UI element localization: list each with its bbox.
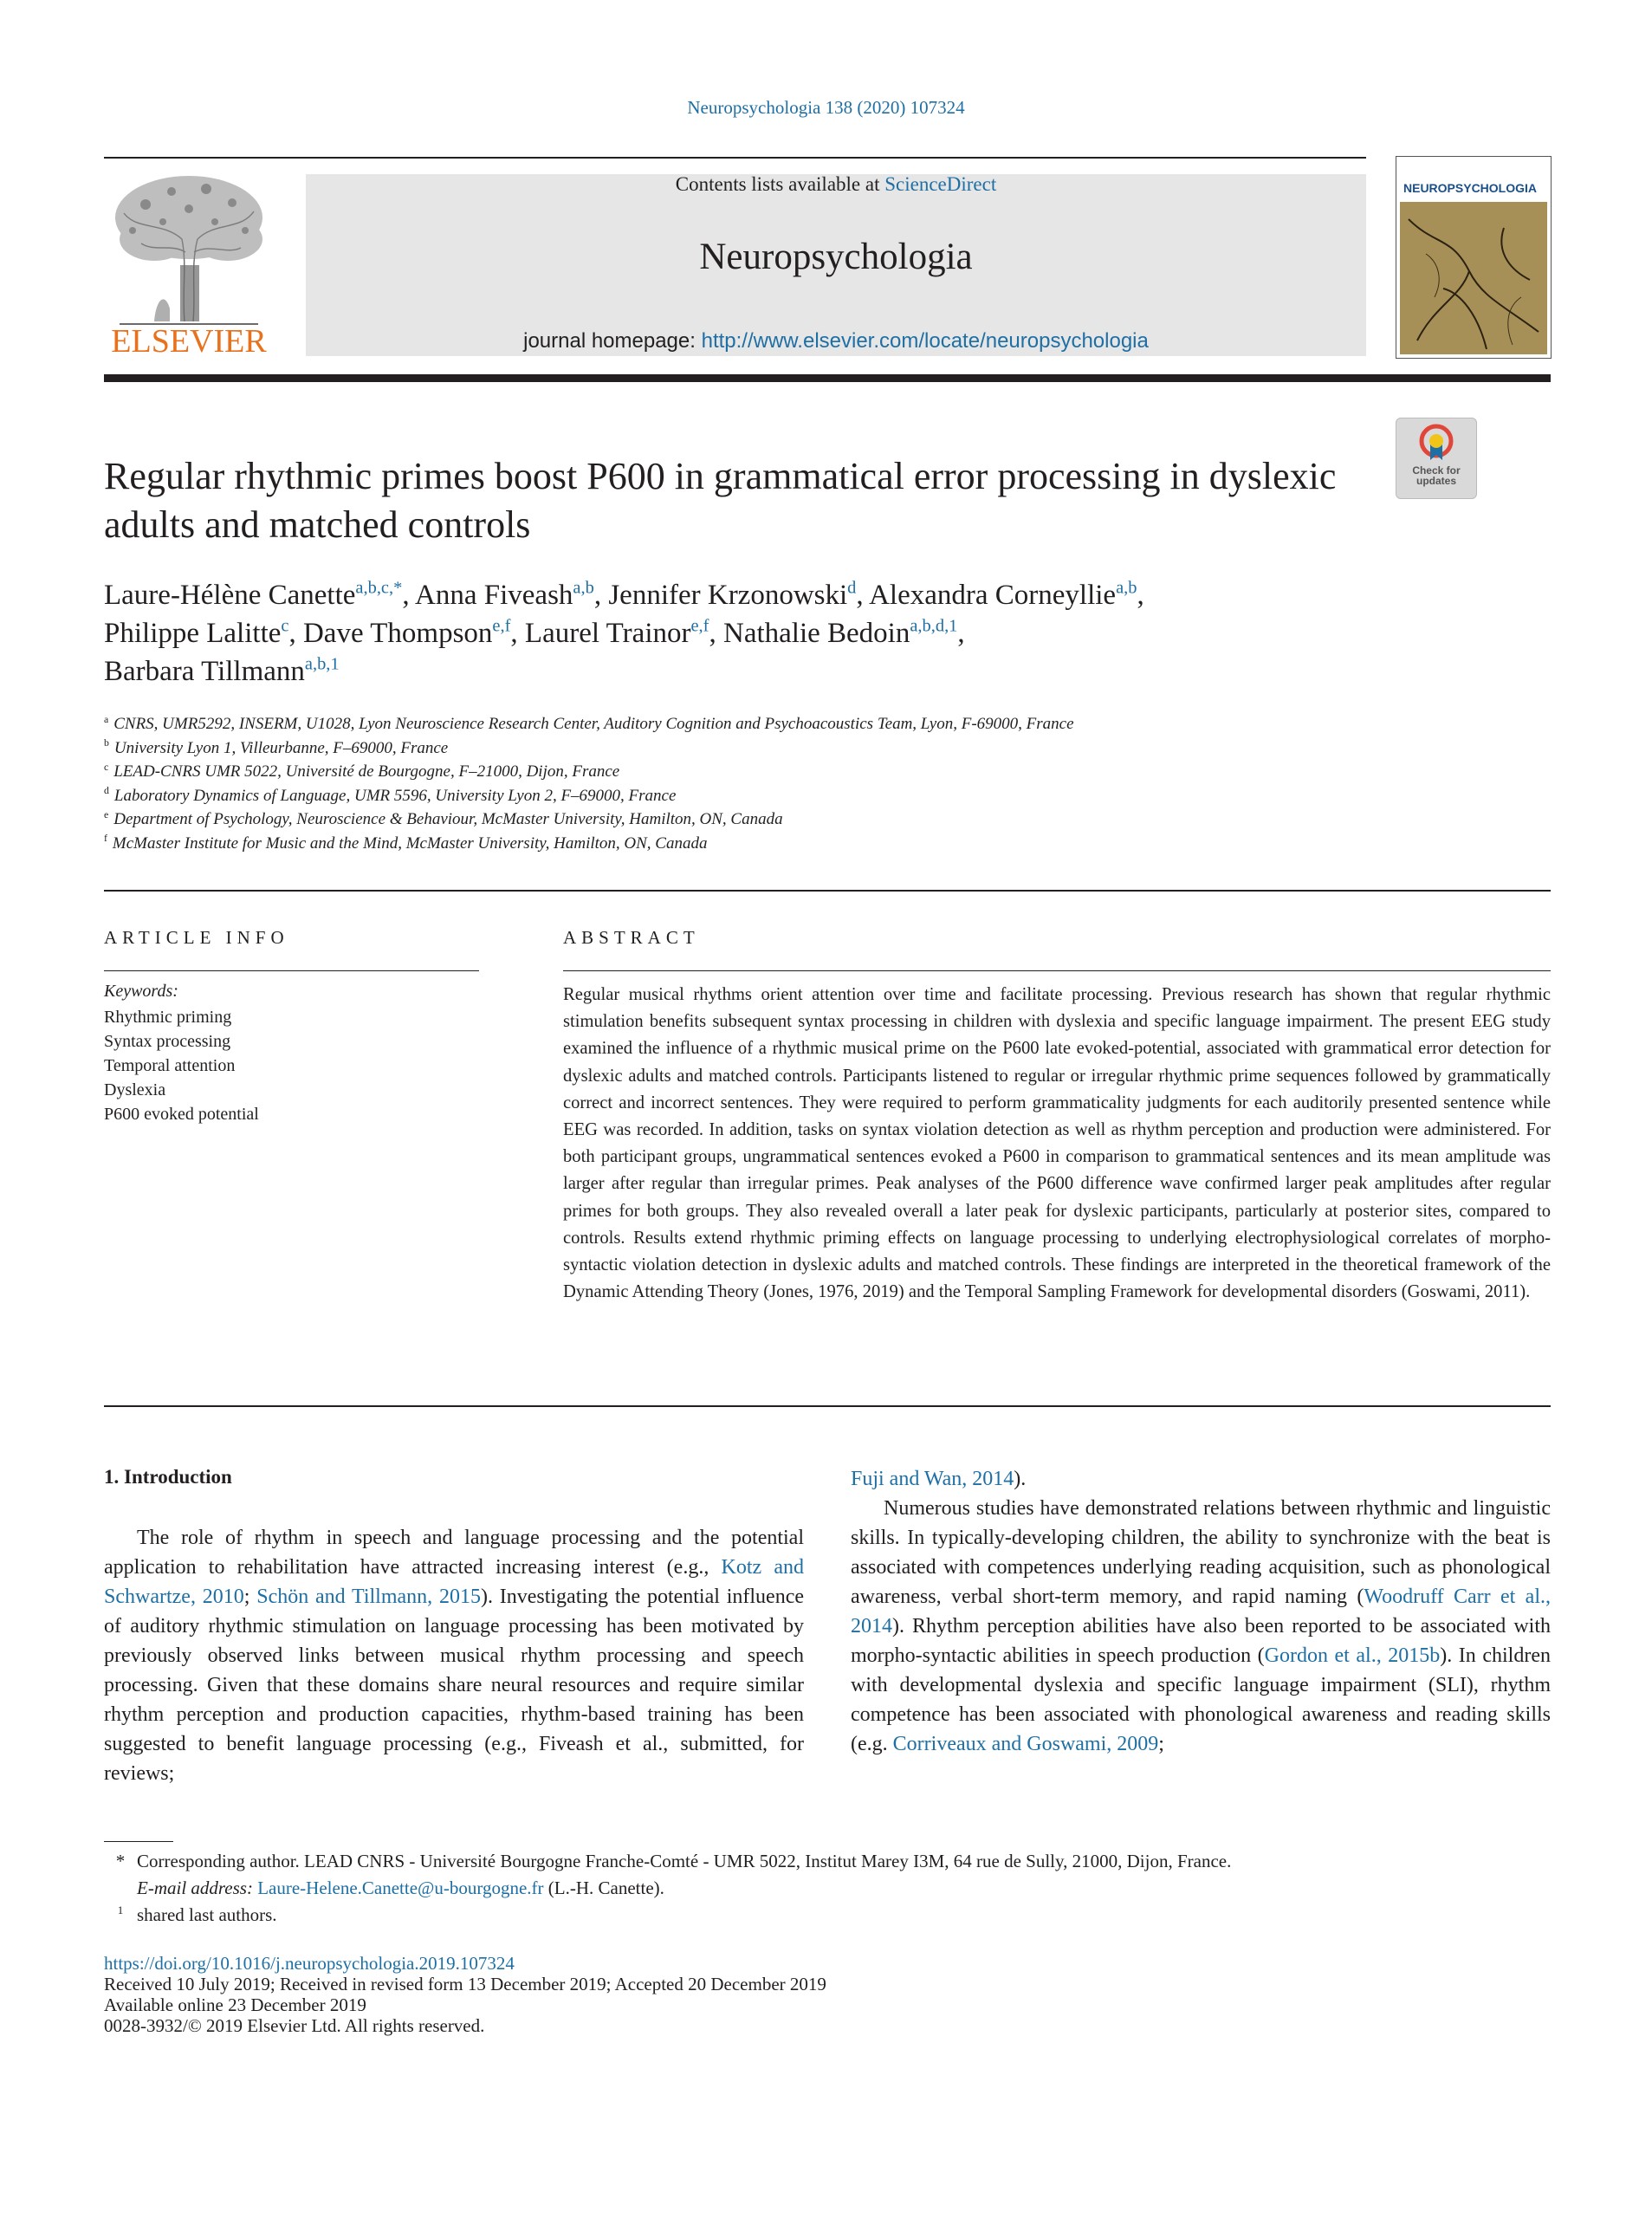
author[interactable] <box>608 580 869 611</box>
paragraph-text: ). Rhythm perception abilities have also been reported to be associated with morpho-syntactic abilities in speech production ( <box>851 1615 1551 1667</box>
citation-link[interactable]: Schön and Tillmann, 2015 <box>256 1586 481 1608</box>
author-name: Laurel Trainor <box>524 618 691 649</box>
author-name: Laure-Hélène Canette <box>104 580 356 611</box>
author-separator: , <box>510 618 525 649</box>
corresponding-author-note <box>104 1848 1559 1875</box>
author-affiliation-marks: e,f <box>690 616 709 636</box>
available-online: Available online 23 December 2019 <box>104 1994 366 2015</box>
homepage-link[interactable]: http://www.elsevier.com/locate/neuropsychologia <box>701 329 1149 353</box>
author-separator: , <box>856 580 870 611</box>
affiliation-key: b <box>104 737 109 749</box>
abstract-rule <box>563 970 1551 971</box>
author-affiliation-marks: a,b,d,1 <box>910 616 958 636</box>
keyword: Syntax processing <box>104 1032 231 1051</box>
section-rule-bottom <box>104 1405 1551 1407</box>
keyword: Rhythmic priming <box>104 1008 232 1027</box>
journal-cover[interactable] <box>1396 156 1552 359</box>
author-affiliation-marks: c <box>281 616 289 636</box>
paragraph-text: ). In children with developmental dyslexia and specific language impairment (SLI), rhythm competence has been associated with phonological awareness and reading skills (e.g. <box>851 1644 1551 1755</box>
copyright: 0028-3932/© 2019 Elsevier Ltd. All rights reserved. <box>104 2015 485 2036</box>
paragraph-text: ; <box>243 1586 257 1608</box>
author-affiliation-marks: d <box>847 578 857 598</box>
affiliation <box>104 784 1403 808</box>
footnote-text: Corresponding author. LEAD CNRS - Université Bourgogne Franche-Comté - UMR 5022, Institut Marey I3M, 64 rue de Sully, 21000, Dijon, France. <box>137 1851 1232 1871</box>
paragraph-continuation <box>851 1464 1551 1494</box>
affiliation-text: Laboratory Dynamics of Language, UMR 5596, University Lyon 2, F–69000, France <box>113 786 677 805</box>
citation-link[interactable]: Corriveaux and Goswami, 2009 <box>892 1733 1159 1755</box>
footnote-text: shared last authors. <box>137 1904 277 1925</box>
email-label: E-mail address: <box>137 1878 253 1898</box>
paragraph-text: The role of rhythm in speech and language processing and the potential application to rehabilitation have attracted increasing interest (e.g., <box>104 1527 804 1579</box>
author-separator: , <box>1137 580 1144 611</box>
doi-link[interactable]: https://doi.org/10.1016/j.neuropsychologia.2019.107324 <box>104 1953 515 1974</box>
author[interactable] <box>723 618 965 649</box>
article-info-rule <box>104 970 479 971</box>
citation-link[interactable]: Gordon et al., 2015b <box>1264 1644 1441 1667</box>
sciencedirect-link[interactable]: ScienceDirect <box>884 173 997 195</box>
author[interactable] <box>104 656 340 687</box>
paper-title: Regular rhythmic primes boost P600 in grammatical error processing in dyslexic adults and matched controls <box>104 455 1337 546</box>
masthead-top-rule <box>104 157 1366 159</box>
intro-paragraph-1 <box>104 1523 804 1788</box>
keyword-list <box>104 1005 259 1126</box>
author[interactable] <box>303 618 525 649</box>
footnote-mark <box>104 1902 137 1929</box>
author-affiliation-marks: a,b <box>1116 578 1137 598</box>
paragraph-text: ; <box>1158 1733 1164 1755</box>
footnote-number: 1 <box>117 1903 124 1916</box>
affiliation <box>104 760 1403 784</box>
author[interactable] <box>415 580 608 611</box>
footnote-text: (L.-H. Canette). <box>543 1878 664 1898</box>
footnote-rule <box>104 1841 173 1842</box>
author-name: Alexandra Corneyllie <box>869 580 1117 611</box>
author-affiliation-marks: a,b <box>573 578 594 598</box>
affiliation <box>104 807 1403 832</box>
contents-prefix: Contents lists available at <box>675 173 885 195</box>
section-rule-top <box>104 890 1551 892</box>
publication-info <box>104 1953 1559 2036</box>
author-name: Dave Thompson <box>302 618 493 649</box>
author-name: Anna Fiveash <box>415 580 573 611</box>
author-name: Philippe Lalitte <box>104 618 282 649</box>
footnote-mark: * <box>115 1851 126 1871</box>
author-separator: , <box>957 618 965 649</box>
author[interactable] <box>869 580 1144 611</box>
received-dates: Received 10 July 2019; Received in revised form 13 December 2019; Accepted 20 December 2019 <box>104 1974 826 1994</box>
affiliation <box>104 712 1403 736</box>
affiliation <box>104 736 1403 761</box>
check-for-updates-badge[interactable] <box>1396 418 1477 499</box>
author[interactable] <box>104 618 303 649</box>
email-link[interactable]: Laure-Helene.Canette@u-bourgogne.fr <box>257 1878 544 1898</box>
abstract-heading: ABSTRACT <box>563 927 700 948</box>
affiliation <box>104 832 1403 856</box>
author-affiliation-marks: a,b,1 <box>304 654 340 674</box>
author-separator: , <box>402 580 416 611</box>
citation-link[interactable]: Woodruff Carr et al., 2014 <box>851 1586 1552 1638</box>
author-name: Barbara Tillmann <box>104 656 305 687</box>
author-name: Nathalie Bedoin <box>722 618 910 649</box>
footnotes <box>104 1848 1559 1929</box>
intro-right-column <box>851 1464 1551 1759</box>
keyword: P600 evoked potential <box>104 1105 259 1124</box>
masthead-bottom-rule <box>104 374 1551 382</box>
affiliation-key: c <box>104 761 109 773</box>
affiliation-list <box>104 712 1403 855</box>
citation-link[interactable]: Fuji and Wan, 2014 <box>851 1468 1014 1490</box>
cover-image <box>1400 202 1547 354</box>
author-affiliation-marks: e,f <box>492 616 511 636</box>
paragraph-text: Numerous studies have demonstrated relations between rhythmic and linguistic skills. In typically-developing children, the ability to synchronize with the beat is associated with competences underlying reading acquisition, such as phonological awareness, verbal short-term memory, and rapid naming ( <box>851 1497 1551 1608</box>
journal-reference[interactable]: Neuropsychologia 138 (2020) 107324 <box>687 97 965 118</box>
affiliation-text: McMaster Institute for Music and the Mind, McMaster University, Hamilton, ON, Canada <box>112 833 708 853</box>
affiliation-key: d <box>104 785 109 797</box>
check-updates-label: Check for updates <box>1412 464 1461 487</box>
citation-link[interactable]: Kotz and Schwartze, 2010 <box>104 1556 804 1608</box>
affiliation-text: LEAD-CNRS UMR 5022, Université de Bourgogne, F–21000, Dijon, France <box>113 762 620 781</box>
affiliation-text: CNRS, UMR5292, INSERM, U1028, Lyon Neuroscience Research Center, Auditory Cognition and Psychoacoustics Team, Lyon, F-69000, France <box>113 715 1074 733</box>
abstract-text: Regular musical rhythms orient attention over time and facilitate processing. Previous research has shown that regular rhythmic stimulation benefits subsequent syntax processing in children with dyslexia and specific language impairment. The present EEG study examined the influence of a rhythmic musical prime on the P600 late evoked-potential, associated with grammatical error detection for dyslexic adults and matched controls. Participants listened to regular or irregular rhythmic prime sequences followed by grammatically correct and incorrect sentences. They were required to perform grammaticality judgments for each auditorily presented sentence while EEG was recorded. In addition, tasks on syntax violation detection as well as rhythm perception and production were administered. For both participant groups, ungrammatical sentences evoked a P600 in comparison to grammatical sentences and its mean amplitude was larger after regular than irregular primes. Peak analyses of the P600 difference wave confirmed larger peak amplitudes after regular primes for both groups. They also revealed overall a later peak for dyslexic participants, particularly at posterior sites, compared to controls. Results extend rhythmic priming effects on language processing to underlying electrophysiological correlates of morpho-syntactic violation detection in dyslexic adults and matched controls. These findings are interpreted in the theoretical framework of the Dynamic Attending Theory (Jones, 1976, 2019) and the Temporal Sampling Framework for developmental disorders (Goswami, 2011). <box>563 985 1551 1302</box>
homepage-prefix: journal homepage: <box>523 329 702 353</box>
affiliation-key: f <box>104 833 107 845</box>
author-name: Jennifer Krzonowski <box>608 580 848 611</box>
author[interactable] <box>525 618 723 649</box>
journal-name: Neuropsychologia <box>699 237 973 277</box>
author-affiliation-marks: a,b,c,* <box>355 578 403 598</box>
affiliation-text: University Lyon 1, Villeurbanne, F–69000, France <box>113 738 449 757</box>
elsevier-wordmark: ELSEVIER <box>111 323 267 360</box>
affiliation-key: e <box>104 808 109 820</box>
shared-authors-note <box>104 1902 1559 1929</box>
author-separator: , <box>593 580 609 611</box>
author-list <box>104 576 1386 691</box>
keyword: Temporal attention <box>104 1056 236 1075</box>
author-separator: , <box>709 618 723 649</box>
section-heading-introduction: 1. Introduction <box>104 1466 232 1488</box>
check-updates-icon <box>1419 424 1454 464</box>
article-info-heading: ARTICLE INFO <box>104 927 289 948</box>
cover-title: NEUROPSYCHOLOGIA <box>1403 181 1538 195</box>
affiliation-key: a <box>104 713 109 725</box>
author[interactable] <box>104 580 415 611</box>
contents-line <box>306 173 1366 196</box>
affiliation-text: Department of Psychology, Neuroscience & Behaviour, McMaster University, Hamilton, ON, Canada <box>113 810 783 828</box>
paragraph-text: ). <box>1014 1468 1027 1490</box>
author-separator: , <box>288 618 303 649</box>
homepage-line <box>306 329 1366 353</box>
keyword: Dyslexia <box>104 1080 166 1099</box>
keywords-label: Keywords: <box>104 982 178 1001</box>
email-note <box>104 1875 1559 1902</box>
paragraph-text: ). Investigating the potential influence of auditory rhythmic stimulation on language processing has been motivated by previously observed links between musical rhythm processing and speech processing. Given that these domains share neural resources and require similar rhythm perception and production capacities, rhythm-based training has been suggested to benefit language processing (e.g., Fiveash et al., submitted, for reviews; <box>104 1586 805 1785</box>
intro-paragraph-2 <box>851 1494 1551 1759</box>
